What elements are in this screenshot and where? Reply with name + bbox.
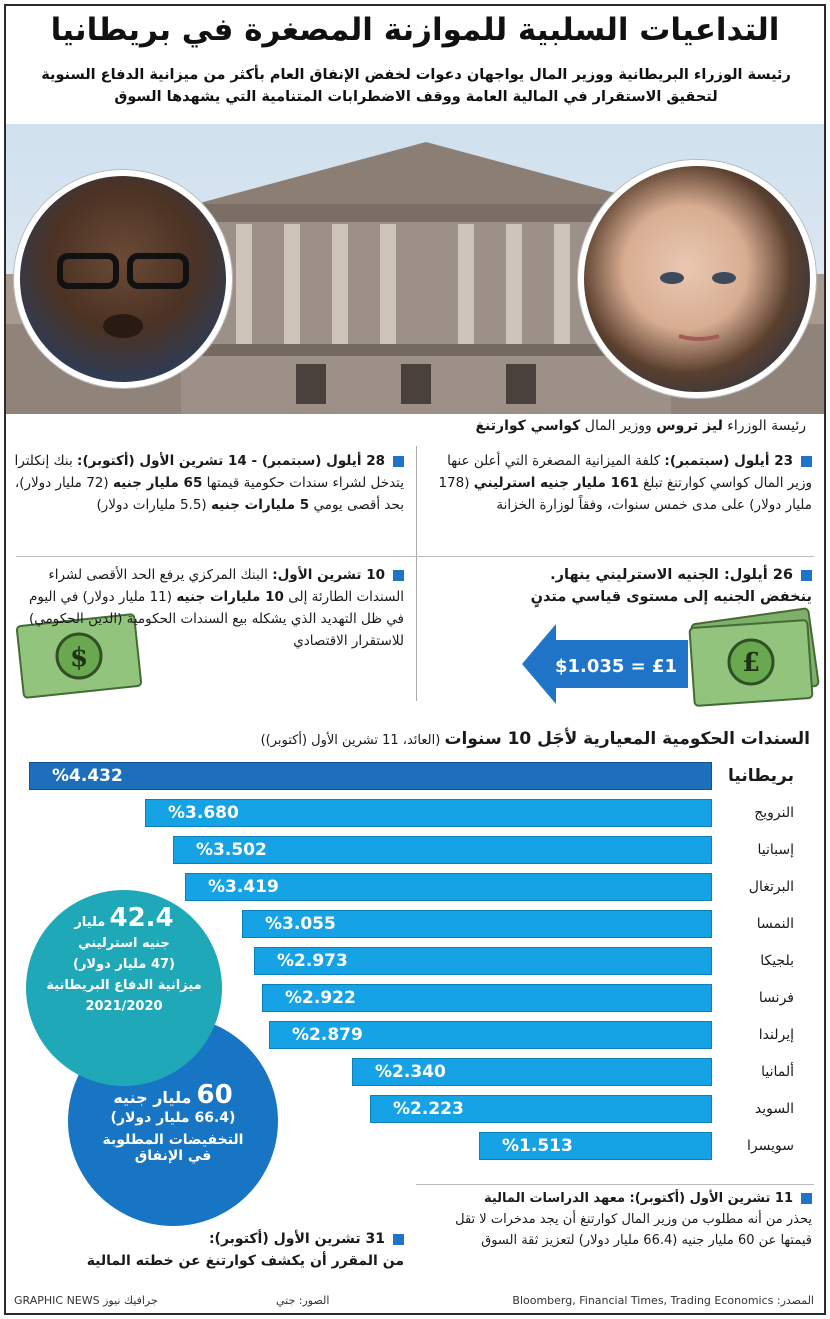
bar-1	[29, 762, 712, 790]
bar-3	[173, 836, 712, 864]
bar-value-label: %3.419	[208, 877, 279, 897]
category-label: السويد	[754, 1101, 794, 1117]
bullet-square-icon	[393, 456, 404, 467]
bar-value-label: %3.055	[265, 914, 336, 934]
category-label: البرتغال	[748, 879, 794, 895]
kwarteng-name: كواسي كوارتنغ	[475, 418, 581, 434]
svg-text:$: $	[69, 643, 89, 673]
bullet-square-icon	[393, 570, 404, 581]
bar-value-label: %2.879	[292, 1025, 363, 1045]
page-title: التداعيات السلبية للموازنة المصغرة في بريطانيا	[50, 12, 780, 48]
bar-7	[262, 984, 712, 1012]
timeline-oct11: 11 تشرين الأول (أكتوبر): معهد الدراسات المالية يحذر من أنه مطلوب من وزير المال كوارتنغ أن يجد مدخرات لا تقل قيمتها عن 60 مليار جنيه (66.4 مليار دولار) لتعزيز ثقة السوق	[455, 1191, 812, 1248]
page-subtitle: رئيسة الوزراء البريطانية ووزير المال يواجهان دعوات لخفض الإنفاق العام بأكثر من ميزانية الدفاع السنوية لتحقيق الاستقرار في المالية العامة ووقف الاضطرابات المتنامية التي يشهدها السوق	[41, 67, 791, 105]
bullet-square-icon	[801, 570, 812, 581]
bullet-square-icon	[801, 1193, 812, 1204]
bullet-square-icon	[801, 456, 812, 467]
chart-title: السندات الحكومية المعيارية لأجَل 10 سنوات (العائد، 11 تشرين الأول (أكتوبر))	[260, 729, 810, 749]
photo-caption: رئيسة الوزراء ليز تروس ووزير المال كواسي كوارتنغ	[475, 418, 806, 434]
category-label: ألمانيا	[761, 1064, 794, 1080]
brand: GRAPHIC NEWS جرافيك نيوز	[14, 1294, 158, 1307]
bar-6	[254, 947, 712, 975]
category-label: إيرلندا	[758, 1027, 794, 1043]
category-label: النرويج	[754, 805, 794, 821]
bar-4	[185, 873, 712, 901]
bar-value-label: %1.513	[502, 1136, 573, 1156]
bar-value-label: %2.973	[277, 951, 348, 971]
photo-band	[6, 124, 824, 414]
bar-value-label: %3.680	[168, 803, 239, 823]
bar-5	[242, 910, 712, 938]
timeline-oct31: 31 تشرين الأول (أكتوبر): من المقرر أن يكشف كوارتنغ عن خطته المالية	[86, 1231, 404, 1269]
bar-value-label: %3.502	[196, 840, 267, 860]
pound-banknote-icon	[689, 608, 818, 706]
photo-credit: الصور: جتي	[276, 1294, 330, 1307]
defense-budget-bubble: 42.4 مليار جنيه استرليني (47 مليار دولار) ميزانية الدفاع البريطانية 2021/2020	[26, 890, 222, 1086]
timeline-sep28: 28 أيلول (سبتمبر) - 14 تشرين الأول (أكتوبر): بنك إنكلترا يتدخل لشراء سندات حكومية قيمتها 65 مليار جنيه (72 مليار دولار)، بحد أقصى يومي 5 مليارات جنيه (5.5 مليارات دولار)	[14, 453, 404, 513]
bar-2	[145, 799, 712, 827]
truss-name: ليز تروس	[656, 418, 723, 434]
bar-value-label: %2.922	[285, 988, 356, 1008]
bar-10	[370, 1095, 712, 1123]
divider	[416, 446, 417, 566]
category-label: بريطانيا	[728, 766, 794, 786]
bar-9	[352, 1058, 712, 1086]
divider	[416, 1184, 814, 1185]
currency-exchange-graphic	[426, 604, 822, 714]
truss-portrait	[578, 160, 816, 398]
svg-text:£: £	[741, 648, 761, 678]
spending-cuts-bubble: 60 مليار جنيه (66.4 مليار دولار) التخفيضات المطلوبة في الإنفاق	[68, 1016, 278, 1226]
category-label: النمسا	[756, 916, 794, 932]
bar-value-label: %4.432	[52, 766, 123, 786]
bullet-square-icon	[393, 1234, 404, 1245]
bar-11	[479, 1132, 712, 1160]
exchange-rate-label: $1.035 = £1	[554, 656, 678, 677]
timeline-sep23: 23 أيلول (سبتمبر): كلفة الميزانية المصغرة التي أعلن عنها وزير المال كواسي كوارتنغ تبلغ 161 مليار جنيه استرليني (178 مليار دولار) على مدى خمس سنوات، وفقاً لوزارة الخزانة	[438, 453, 812, 513]
category-label: بلجيكا	[760, 953, 794, 969]
bar-value-label: %2.223	[393, 1099, 464, 1119]
bar-8	[269, 1021, 712, 1049]
divider	[416, 561, 417, 701]
timeline-sep26: 26 أيلول: الجنيه الاسترليني ينهار. ينخفض الجنيه إلى مستوى قياسي متدنٍ	[530, 567, 812, 605]
bar-value-label: %2.340	[375, 1062, 446, 1082]
category-label: فرنسا	[758, 990, 794, 1006]
divider	[16, 556, 814, 557]
category-label: إسبانيا	[757, 842, 794, 858]
infographic	[4, 4, 826, 1315]
timeline-oct10: 10 تشرين الأول: البنك المركزي يرفع الحد الأقصى لشراء السندات الطارئة إلى 10 مليارات جنيه (11 مليار دولار) في اليوم في ظل التهديد الذي يشكله بيع السندات الحكومية (الدين الحكومي) للاستقرار الاقتصادي	[29, 567, 404, 649]
category-label: سويسرا	[747, 1138, 794, 1154]
kwarteng-portrait	[14, 170, 232, 388]
source-line: المصدر: Bloomberg, Financial Times, Trading Economics	[512, 1294, 814, 1307]
